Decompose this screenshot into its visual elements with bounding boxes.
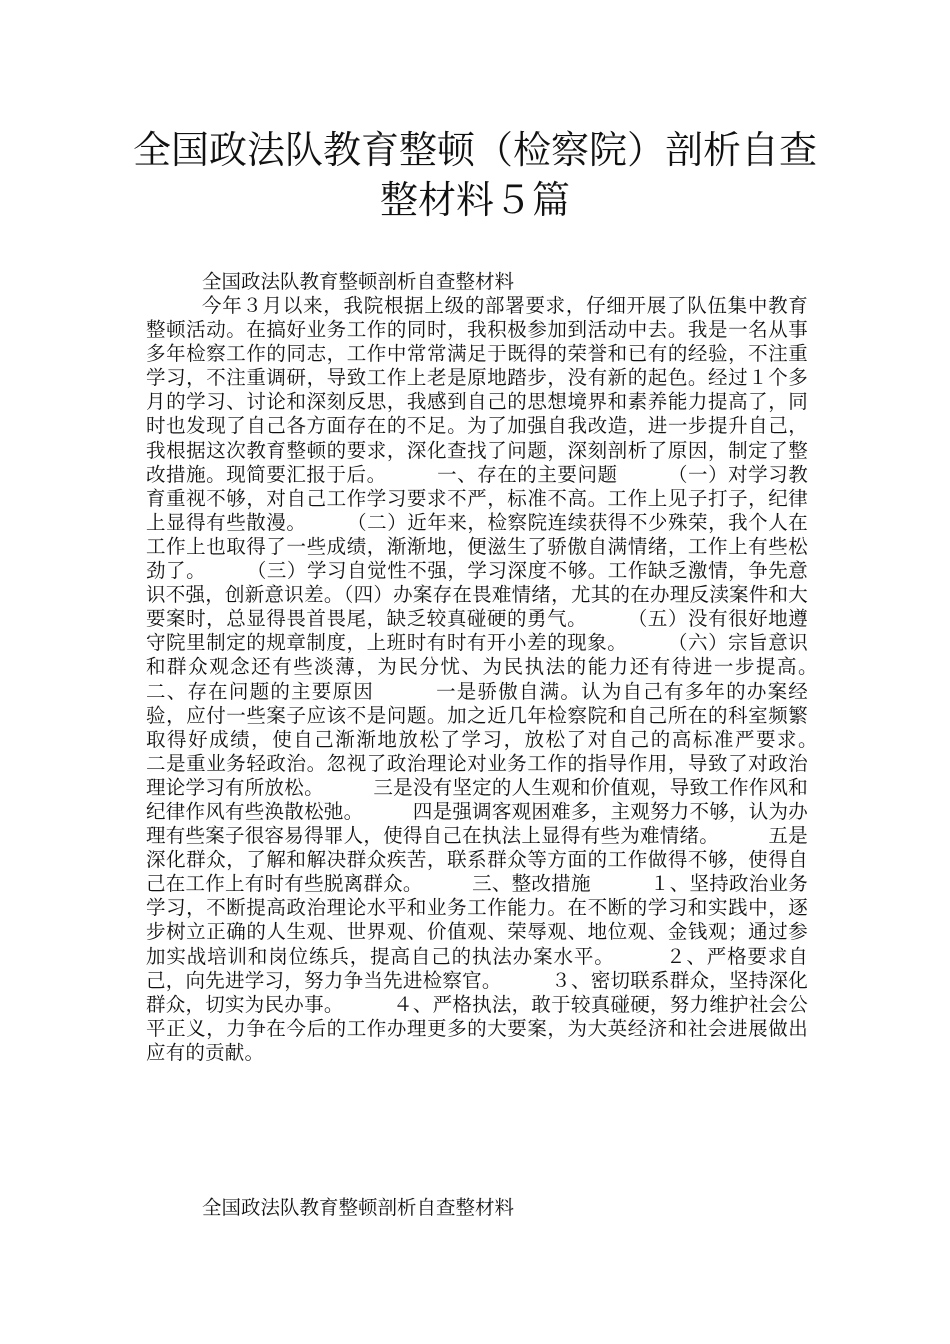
body-paragraph: 今年３月以来，我院根据上级的部署要求，仔细开展了队伍集中教育整顿活动。在搞好业务工作的同时，我积极参加到活动中去。我是一名从事多年检察工作的同志，工作中常常满足于既得的荣誉和已有的经验，不注重学习，不注重调研，导致工作上老是原地踏步，没有新的起色。经过１个多月的学习、讨论和深刻反思，我感到自己的思想境界和素养能力提高了，同时也发现了自己各方面存在的不足。为了加强自我改造，进一步提升自己，我根据这次教育整顿的要求，深化查找了问题，深刻剖析了原因，制定了整改措施。现简要汇报于后。 一、存在的主要问题 （一）对学习教育重视不够，对自己工作学习要求不严，标准不高。工作上见子打子，纪律上显得有些散漫。 （二）近年来，检察院连续获得不少殊荣，我个人在工作上也取得了一些成绩，渐渐地，便滋生了骄傲自满情绪，工作上有些松劲了。 （三）学习自觉性不强，学习深度不够。工作缺乏激情，争先意识不强，创新意识差。（四）办案存在畏难情绪，尤其的在办理反渎案件和大要案时，总显得畏首畏尾，缺乏较真碰硬的勇气。 （五）没有很好地遵守院里制定的规章制度，上班时有时有开小差的现象。 （六）宗旨意识和群众观念还有些淡薄，为民分忧、为民执法的能力还有待进一步提高。 二、存在问题的主要原因 一是骄傲自满。认为自己有多年的办案经验，应付一些案子应该不是问题。加之近几年检察院和自己所在的科室频繁取得好成绩，使自己渐渐地放松了学习，放松了对自己的高标准严要求。 二是重业务轻政治。忽视了政治理论对业务工作的指导作用，导致了对政治理论学习有所放松。 三是没有坚定的人生观和价值观，导致工作作风和纪律作风有些涣散松弛。 四是强调客观困难多，主观努力不够，认为办理有些案子很容易得罪人，使得自己在执法上显得有些为难情绪。 五是深化群众，了解和解决群众疾苦，联系群众等方面的工作做得不够，使得自己在工作上有时有些脱离群众。 三、整改措施 １、坚持政治业务学习，不断提高政治理论水平和业务工作能力。在不断的学习和实践中，逐步树立正确的人生观、世界观、价值观、荣辱观、地位观、金钱观；通过参加实战培训和岗位练兵，提高自己的执法办案水平。 ２、严格要求自己，向先进学习，努力争当先进检察官。 ３、密切联系群众，坚持深化群众，切实为民办事。 ４、严格执法，敢于较真碰硬，努力维护社会公平正义，力争在今后的工作办理更多的大要案，为大英经济和社会进展做出应有的贡献。 bbox=[146, 294, 868, 1064]
document-title-line-2: 整材料５篇 bbox=[379, 178, 570, 222]
document-title-line-1: 全国政法队教育整顿（检察院）剖析自查 bbox=[132, 128, 817, 172]
section-heading: 全国政法队教育整顿剖析自查整材料 bbox=[202, 270, 515, 293]
closing-heading: 全国政法队教育整顿剖析自查整材料 bbox=[202, 1196, 515, 1219]
